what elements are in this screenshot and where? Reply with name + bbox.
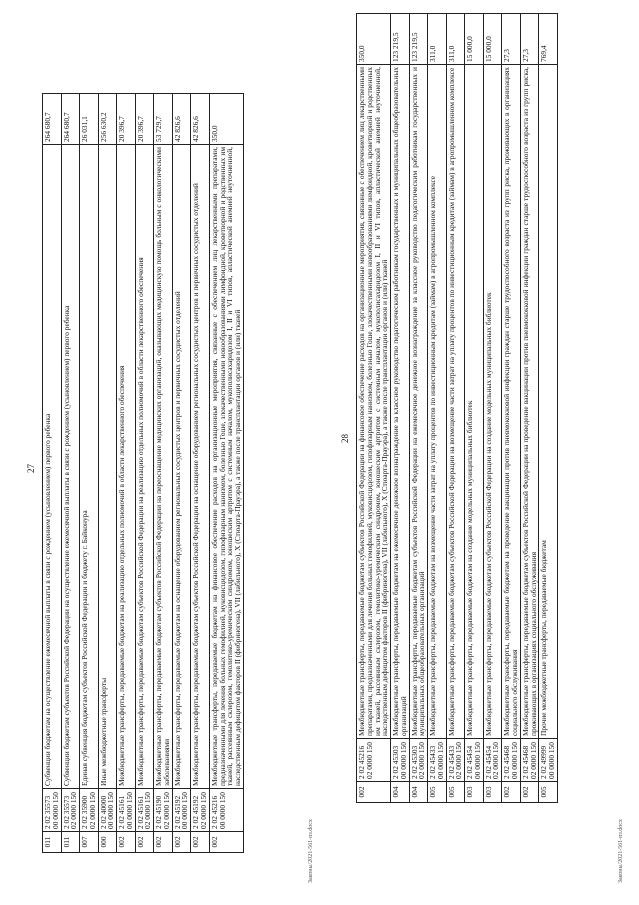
table-row xyxy=(391,14,410,803)
table-row xyxy=(209,94,243,853)
table-row xyxy=(98,94,117,853)
amount-cell: 27,3 xyxy=(502,14,521,65)
table-row xyxy=(154,94,173,853)
admin-code-cell: 011 xyxy=(61,832,80,853)
income-name-cell: Межбюджетные трансферты, передаваемые бюджетам на реализацию отдельных полномочий в области лекарственного обеспечения xyxy=(117,145,136,789)
admin-code-cell: 002 xyxy=(209,832,243,853)
budget-code-cell: 2 02 45192 00 0000 150 xyxy=(172,789,191,832)
table-row xyxy=(446,14,465,803)
table-row xyxy=(483,14,502,803)
budget-code-cell: 2 02 45216 02 0000 150 xyxy=(357,739,391,782)
income-name-cell: Межбюджетные трансферты, передаваемые бюджетам субъектов Российской Федерации на создание модельных муниципальных библиотек xyxy=(483,65,502,739)
income-name-cell: Межбюджетные трансферты, передаваемые бюджетам на создание модельных муниципальных библиотек xyxy=(465,65,484,739)
admin-code-cell: 002 xyxy=(357,782,391,803)
page-number: 27 xyxy=(26,464,36,473)
page-27 xyxy=(16,13,321,893)
budget-code-cell: 2 02 45468 00 0000 150 xyxy=(502,739,521,782)
budget-code-cell: 2 02 45303 00 0000 150 xyxy=(391,739,410,782)
income-name-cell: Межбюджетные трансферты, передаваемые бюджетам на ежемесячное денежное вознаграждение за классное руководство педагогическим работникам государственных и муниципальных общеобразовательных организаций xyxy=(391,65,410,739)
amount-cell: 350,0 xyxy=(209,94,243,145)
budget-code-cell: 2 02 45433 00 0000 150 xyxy=(428,739,447,782)
amount-cell: 264 680,7 xyxy=(61,94,80,145)
budget-code-cell: 2 02 45303 02 0000 150 xyxy=(409,739,428,782)
income-name-cell: Межбюджетные трансферты, передаваемые бюджетам на возмещение части затрат на уплату процентов по инвестиционным кредитам (займам) в агропромышленном комплексе xyxy=(428,65,447,739)
income-name-cell: Единая субвенция бюджетам субъектов Российской Федерации и бюджету г. Байконура xyxy=(80,145,99,789)
table-row xyxy=(43,94,62,853)
amount-cell: 769,4 xyxy=(539,14,558,65)
admin-code-cell: 000 xyxy=(98,832,117,853)
amount-cell: 350,0 xyxy=(357,14,391,65)
amount-cell: 53 729,7 xyxy=(154,94,173,145)
income-name-cell: Межбюджетные трансферты, передаваемые бюджетам на финансовое обеспечение расходов на организационные мероприятия, связанные с обеспечением лиц лекарственными препаратами, предназначенными для лечения больных гемофилией, муковисцидозом, гипофизарным нанизмом, болезнью Гоше, злокачественными новообразованиями лимфоидной, кроветворной и родственных им тканей, рассеянным склерозом, гемолитико-уремическим синдромом, юношеским артритом с системным началом, мукополисахаридозом I, II и VI типов, апластической анемией неуточненной, наследственным дефицитом факторов II (фибриногена), VII (лабильного), X (Стюарта-Прауэра), а также после трансплантации органов и (или) тканей xyxy=(209,145,243,789)
budget-code-cell: 2 02 45216 00 0000 150 xyxy=(209,789,243,832)
income-name-cell: Прочие межбюджетные трансферты, передаваемые бюджетам xyxy=(539,65,558,739)
table-row xyxy=(80,94,99,853)
amount-cell: 264 680,7 xyxy=(43,94,62,145)
admin-code-cell: 004 xyxy=(409,782,428,803)
table-row xyxy=(465,14,484,803)
admin-code-cell: 002 xyxy=(502,782,521,803)
admin-code-cell: 005 xyxy=(428,782,447,803)
admin-code-cell: 007 xyxy=(80,832,99,853)
budget-code-cell: 2 02 49999 00 0000 150 xyxy=(539,739,558,782)
table-row xyxy=(191,94,210,853)
amount-cell: 20 396,7 xyxy=(117,94,136,145)
income-name-cell: Межбюджетные трансферты, передаваемые бюджетам субъектов Российской Федерации на оснащение оборудованием региональных сосудистых центров и первичных сосудистых отделений xyxy=(191,145,210,789)
amount-cell: 27,3 xyxy=(520,14,539,65)
budget-code-cell: 2 02 35900 02 0000 150 xyxy=(80,789,99,832)
admin-code-cell: 005 xyxy=(539,782,558,803)
table-row xyxy=(428,14,447,803)
amount-cell: 26 031,1 xyxy=(80,94,99,145)
amount-cell: 256 630,2 xyxy=(98,94,117,145)
table-row xyxy=(135,94,154,853)
amount-cell: 311,0 xyxy=(428,14,447,65)
income-name-cell: Межбюджетные трансферты, передаваемые бюджетам на оснащение оборудованием региональных сосудистых центров и первичных сосудистых отделений xyxy=(172,145,191,789)
amount-cell: 20 396,7 xyxy=(135,94,154,145)
file-stamp: Законы/2021-561-пз.docx xyxy=(618,819,624,883)
admin-code-cell: 005 xyxy=(446,782,465,803)
budget-code-cell: 2 02 45468 02 0000 150 xyxy=(520,739,539,782)
budget-code-cell: 2 02 45161 02 0000 150 xyxy=(135,789,154,832)
page-number: 28 xyxy=(340,434,350,443)
budget-code-cell: 2 02 45454 00 0000 150 xyxy=(465,739,484,782)
table-row xyxy=(409,14,428,803)
budget-code-cell: 2 02 35573 02 0000 150 xyxy=(61,789,80,832)
budget-code-cell: 2 02 45190 02 0000 150 xyxy=(154,789,173,832)
table-row xyxy=(117,94,136,853)
income-name-cell: Межбюджетные трансферты, передаваемые бюджетам субъектов Российской Федерации на финансовое обеспечение расходов на организационные мероприятия, связанные с обеспечением лиц лекарственными препаратами, предназначенными для лечения больных гемофилией, муковисцидозом, гипофизарным нанизмом, болезнью Гоше, злокачественными новообразованиями лимфоидной, кроветворной и родственных им тканей, рассеянным склерозом, гемолитико-уремическим синдромом, юношеским артритом с системным началом, мукополисахаридозом I, II и VI типов, апластической анемией неуточненной, наследственным дефицитом факторов II (фибриногена), VII (лабильного), X (Стюарта-Прауэра), а также после трансплантации органов и (или) тканей xyxy=(357,65,391,739)
admin-code-cell: 003 xyxy=(483,782,502,803)
income-name-cell: Межбюджетные трансферты, передаваемые бюджетам субъектов Российской Федерации на возмещение части затрат на уплату процентов по инвестиционным кредитам (займам) в агропромышленном комплексе xyxy=(446,65,465,739)
admin-code-cell: 004 xyxy=(391,782,410,803)
admin-code-cell: 002 xyxy=(135,832,154,853)
budget-code-cell: 2 02 45192 02 0000 150 xyxy=(191,789,210,832)
budget-code-cell: 2 02 45433 02 0000 150 xyxy=(446,739,465,782)
budget-table-right xyxy=(356,13,558,803)
income-name-cell: Межбюджетные трансферты, передаваемые бюджетам на проведение вакцинации против пневмококковой инфекции граждан старше трудоспособного возраста из групп риска, проживающих в организациях социального обслуживания xyxy=(502,65,521,739)
budget-table-left xyxy=(42,93,244,853)
amount-cell: 15 000,0 xyxy=(483,14,502,65)
budget-code-cell: 2 02 40000 00 0000 150 xyxy=(98,789,117,832)
table-row xyxy=(502,14,521,803)
table-row xyxy=(61,94,80,853)
income-name-cell: Межбюджетные трансферты, передаваемые бюджетам субъектов Российской Федерации на проведение вакцинации против пневмококковой инфекции граждан старше трудоспособного возраста из групп риска, проживающих в организациях социального обслуживания xyxy=(520,65,539,739)
amount-cell: 123 219,5 xyxy=(391,14,410,65)
table-row xyxy=(172,94,191,853)
admin-code-cell: 002 xyxy=(172,832,191,853)
income-name-cell: Иные межбюджетные трансферты xyxy=(98,145,117,789)
amount-cell: 123 219,5 xyxy=(409,14,428,65)
budget-code-cell: 2 02 45161 00 0000 150 xyxy=(117,789,136,832)
admin-code-cell: 002 xyxy=(154,832,173,853)
income-name-cell: Субвенции бюджетам субъектов Российской Федерации на осуществление ежемесячной выплаты в связи с рождением (усыновлением) первого ребенка xyxy=(61,145,80,789)
admin-code-cell: 011 xyxy=(43,832,62,853)
income-name-cell: Субвенции бюджетам на осуществление ежемесячной выплаты в связи с рождением (усыновлением) первого ребенка xyxy=(43,145,62,789)
amount-cell: 311,0 xyxy=(446,14,465,65)
page-28 xyxy=(330,13,630,893)
budget-code-cell: 2 02 45454 02 0000 150 xyxy=(483,739,502,782)
amount-cell: 15 000,0 xyxy=(465,14,484,65)
table-row xyxy=(539,14,558,803)
admin-code-cell: 002 xyxy=(520,782,539,803)
budget-code-cell: 2 02 35573 00 0000 150 xyxy=(43,789,62,832)
table-row xyxy=(357,14,391,803)
income-name-cell: Межбюджетные трансферты, передаваемые бюджетам субъектов Российской Федерации на ежемесячное денежное вознаграждение за классное руководство педагогическим работникам государственных и муниципальных общеобразовательных организаций xyxy=(409,65,428,739)
admin-code-cell: 002 xyxy=(117,832,136,853)
admin-code-cell: 003 xyxy=(465,782,484,803)
income-name-cell: Межбюджетные трансферты, передаваемые бюджетам субъектов Российской Федерации на переоснащение медицинских организаций, оказывающих медицинскую помощь больным с онкологическими заболеваниями xyxy=(154,145,173,789)
amount-cell: 42 826,6 xyxy=(172,94,191,145)
income-name-cell: Межбюджетные трансферты, передаваемые бюджетам субъектов Российской Федерации на реализацию отдельных полномочий в области лекарственного обеспечения xyxy=(135,145,154,789)
file-stamp: Законы/2021-561-пз.docx xyxy=(308,819,314,883)
amount-cell: 42 826,6 xyxy=(191,94,210,145)
admin-code-cell: 002 xyxy=(191,832,210,853)
table-row xyxy=(520,14,539,803)
